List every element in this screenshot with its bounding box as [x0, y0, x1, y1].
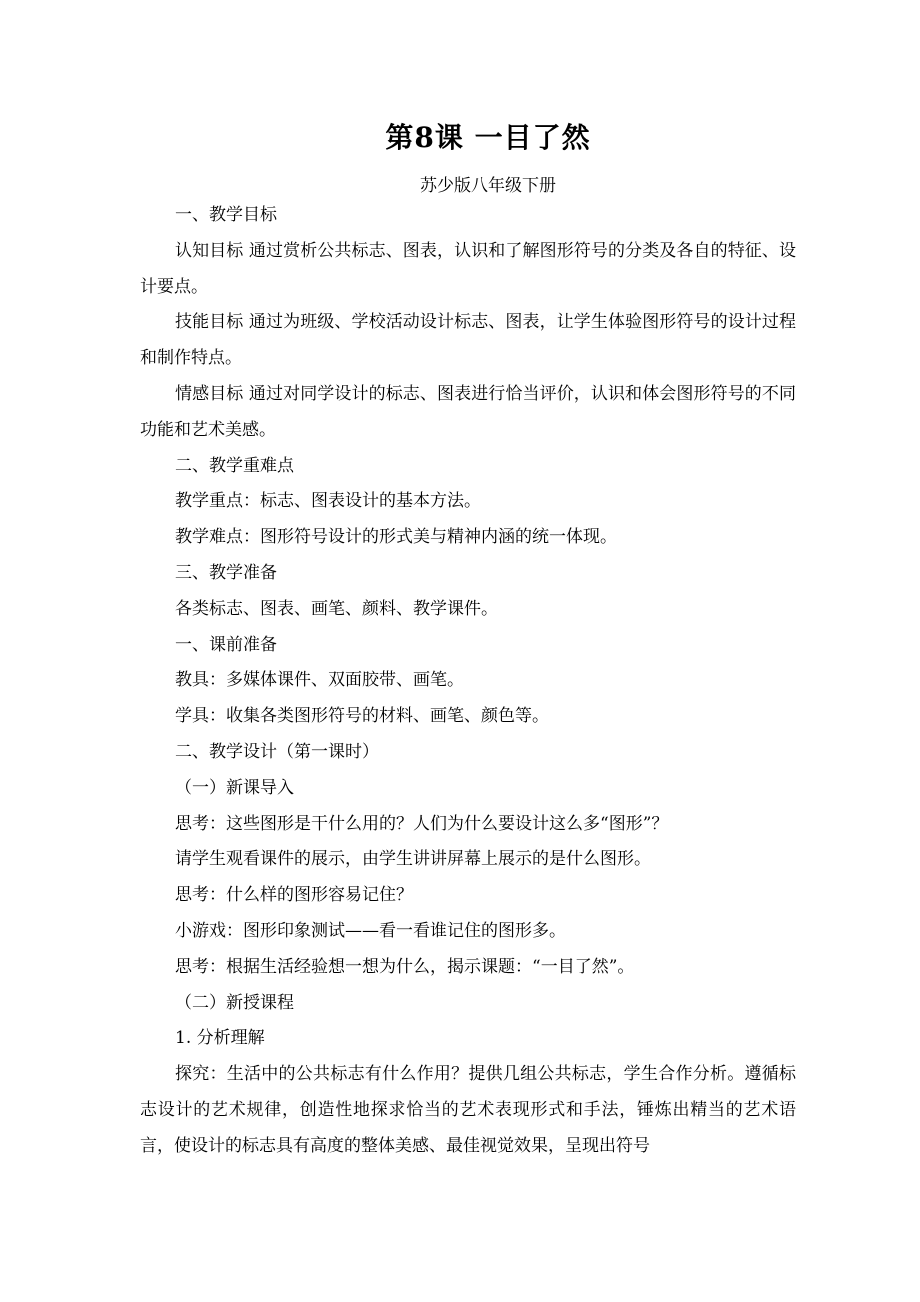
paragraph-difficult-point: 教学难点：图形符号设计的形式美与精神内涵的统一体现。: [175, 527, 617, 548]
section-heading-objectives: 一、教学目标: [175, 205, 277, 225]
document-subtitle: 苏少版八年级下册: [420, 176, 556, 196]
paragraph-materials: 各类标志、图表、画笔、颜料、教学课件。: [175, 598, 498, 619]
section-heading-pre-class: 一、课前准备: [175, 634, 277, 655]
paragraph-teacher-tools: 教具：多媒体课件、双面胶带、画笔。: [175, 670, 464, 691]
paragraph-watch-slides: 请学生观看课件的展示，由学生讲讲屏幕上展示的是什么图形。: [175, 849, 651, 870]
document-title: 第8课 一目了然: [385, 121, 591, 154]
paragraph-skill-goal: 技能目标 通过为班级、学校活动设计标志、图表，让学生体验图形符号的设计过程和制作特点。: [140, 312, 796, 369]
paragraph-emotion-goal: 情感目标 通过对同学设计的标志、图表进行恰当评价，认识和体会图形符号的不同功能和艺术美感。: [140, 383, 796, 440]
section-heading-preparation: 三、教学准备: [175, 562, 277, 583]
document-body: [140, 198, 796, 1165]
subsection-heading-analysis: 1. 分析理解: [175, 1028, 265, 1049]
subsection-heading-intro: （一）新课导入: [175, 777, 294, 798]
paragraph-student-tools: 学具：收集各类图形符号的材料、画笔、颜色等。: [175, 706, 549, 727]
subsection-heading-new-lesson: （二）新授课程: [175, 992, 294, 1013]
section-heading-design: 二、教学设计（第一课时）: [175, 741, 379, 762]
paragraph-explore: 探究：生活中的公共标志有什么作用？提供几组公共标志，学生合作分析。遵循标志设计的艺术规律，创造性地探求恰当的艺术表现形式和手法，锤炼出精当的艺术语言，使设计的标志具有高度的整体美感、最佳视觉效果，呈现出符号: [140, 1064, 796, 1156]
section-heading-key-points: 二、教学重难点: [175, 455, 294, 476]
paragraph-think-1: 思考：这些图形是干什么用的？人们为什么要设计这么多“图形”？: [175, 813, 669, 834]
paragraph-key-point: 教学重点：标志、图表设计的基本方法。: [175, 491, 481, 512]
paragraph-mini-game: 小游戏：图形印象测试——看一看谁记住的图形多。: [175, 920, 566, 941]
paragraph-cognitive-goal: 认知目标 通过赏析公共标志、图表，认识和了解图形符号的分类及各自的特征、设计要点。: [140, 240, 796, 297]
paragraph-think-2: 思考：什么样的图形容易记住？: [175, 885, 413, 906]
paragraph-think-3: 思考：根据生活经验想一想为什么，揭示课题：“一目了然”。: [175, 956, 635, 977]
